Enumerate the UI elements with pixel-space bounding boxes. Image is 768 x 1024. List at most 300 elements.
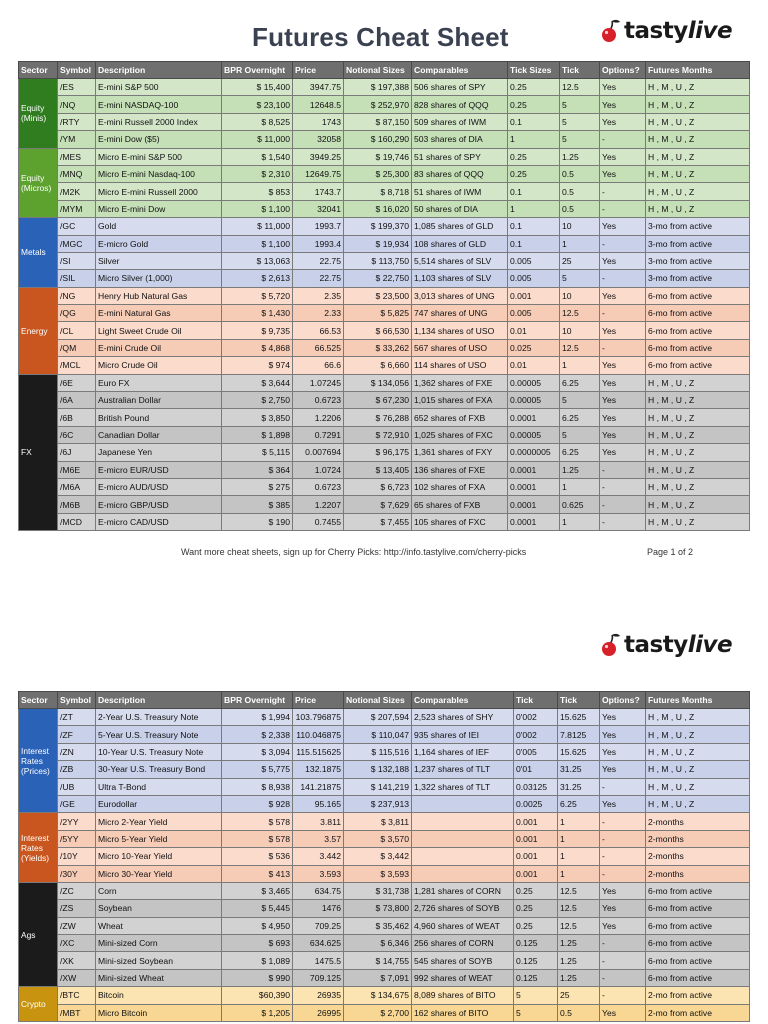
table-row [19,513,750,530]
description-cell: Micro Bitcoin [96,1004,222,1021]
page-number: Page 1 of 2 [647,547,694,557]
description-cell: Soybean [96,900,222,917]
tick-value-cell: 1 [558,813,600,830]
tick-value-cell: 1 [560,513,600,530]
column-header: Futures Months [646,692,750,709]
tick-size-cell: 0.0001 [508,496,560,513]
options-cell: Yes [600,287,646,304]
tick-value-cell: 1 [560,357,600,374]
comparables-cell: 1,281 shares of CORN [412,882,514,899]
description-cell: E-mini NASDAQ-100 [96,96,222,113]
options-cell: Yes [600,444,646,461]
price-cell: 2.33 [293,305,344,322]
comparables-cell: 5,514 shares of SLV [412,252,508,269]
price-cell: 3949.25 [293,148,344,165]
comparables-cell: 8,089 shares of BITO [412,987,514,1004]
column-header: Sector [19,692,58,709]
table-row [19,426,750,443]
months-cell: H , M , U , Z [646,795,750,812]
notional-cell: $ 31,738 [344,882,412,899]
options-cell: Yes [600,726,646,743]
table-row [19,96,750,113]
comparables-cell: 256 shares of CORN [412,935,514,952]
months-cell: 6-mo from active [646,322,750,339]
tastylive-logo [600,18,732,44]
notional-cell: $ 16,020 [344,200,412,217]
price-cell: 1743 [293,113,344,130]
tick-size-cell: 0.25 [508,148,560,165]
options-cell: Yes [600,882,646,899]
description-cell: Micro E-mini Dow [96,200,222,217]
tick-size-cell: 0.125 [514,935,558,952]
bpr-cell: $ 974 [222,357,293,374]
table-row [19,444,750,461]
months-cell: H , M , U , Z [646,726,750,743]
notional-cell: $ 13,405 [344,461,412,478]
tick-value-cell: 25 [560,252,600,269]
tick-value-cell: 0.5 [558,1004,600,1021]
options-cell: Yes [600,148,646,165]
price-cell: 634.75 [293,882,344,899]
comparables-cell: 545 shares of SOYB [412,952,514,969]
tick-value-cell: 12.5 [558,900,600,917]
months-cell: H , M , U , Z [646,478,750,495]
options-cell: Yes [600,409,646,426]
notional-cell: $ 3,811 [344,813,412,830]
comparables-cell: 50 shares of DIA [412,200,508,217]
description-cell: 5-Year U.S. Treasury Note [96,726,222,743]
price-cell: 1743.7 [293,183,344,200]
tick-size-cell: 0.0001 [508,461,560,478]
tastylive-logo [600,632,732,658]
tick-value-cell: 10 [560,218,600,235]
description-cell: Light Sweet Crude Oil [96,322,222,339]
price-cell: 3.593 [293,865,344,882]
table-row [19,900,750,917]
bpr-cell: $ 4,950 [222,917,293,934]
table-row [19,865,750,882]
description-cell: Euro FX [96,374,222,391]
description-cell: E-micro CAD/USD [96,513,222,530]
notional-cell: $ 110,047 [344,726,412,743]
symbol-cell: /6A [58,392,96,409]
description-cell: Micro Silver (1,000) [96,270,222,287]
price-cell: 1476 [293,900,344,917]
comparables-cell: 992 shares of WEAT [412,969,514,986]
table-row [19,200,750,217]
price-cell: 0.6723 [293,392,344,409]
tick-size-cell: 5 [514,987,558,1004]
sector-label: Interest Rates (Yields) [19,813,58,883]
futures-table-page1 [18,61,750,531]
options-cell: Yes [600,96,646,113]
tick-size-cell: 0.25 [514,917,558,934]
tick-value-cell: 0.5 [560,183,600,200]
price-cell: 0.7291 [293,426,344,443]
months-cell: H , M , U , Z [646,761,750,778]
symbol-cell: /M6E [58,461,96,478]
bpr-cell: $ 275 [222,478,293,495]
notional-cell: $ 19,934 [344,235,412,252]
tick-size-cell: 0.005 [508,270,560,287]
options-cell: - [600,496,646,513]
options-cell: - [600,131,646,148]
description-cell: Micro E-mini Russell 2000 [96,183,222,200]
price-cell: 26995 [293,1004,344,1021]
table-header-row [19,62,750,79]
months-cell: 6-mo from active [646,339,750,356]
notional-cell: $ 67,230 [344,392,412,409]
sector-label: Equity (Minis) [19,79,58,149]
comparables-cell [412,813,514,830]
tick-value-cell: 12.5 [560,339,600,356]
symbol-cell: /ZF [58,726,96,743]
cherry-icon [600,632,622,658]
bpr-cell: $ 1,898 [222,426,293,443]
table-row [19,813,750,830]
comparables-cell: 51 shares of SPY [412,148,508,165]
notional-cell: $ 14,755 [344,952,412,969]
column-header: Options? [600,62,646,79]
bpr-cell: $ 5,720 [222,287,293,304]
table-row [19,235,750,252]
notional-cell: $ 141,219 [344,778,412,795]
description-cell: Micro 5-Year Yield [96,830,222,847]
comparables-cell: 83 shares of QQQ [412,165,508,182]
notional-cell: $ 3,593 [344,865,412,882]
price-cell: 1.07245 [293,374,344,391]
notional-cell: $ 132,188 [344,761,412,778]
notional-cell: $ 25,300 [344,165,412,182]
months-cell: H , M , U , Z [646,461,750,478]
column-header: Tick Sizes [508,62,560,79]
price-cell: 3.57 [293,830,344,847]
bpr-cell: $ 5,775 [222,761,293,778]
symbol-cell: /CL [58,322,96,339]
notional-cell: $ 115,516 [344,743,412,760]
bpr-cell: $ 11,000 [222,218,293,235]
tick-value-cell: 0.625 [560,496,600,513]
column-header: Symbol [58,62,96,79]
description-cell: Bitcoin [96,987,222,1004]
comparables-cell: 506 shares of SPY [412,79,508,96]
table-row [19,131,750,148]
tick-size-cell: 0.00005 [508,374,560,391]
options-cell: Yes [600,165,646,182]
bpr-cell: $ 990 [222,969,293,986]
comparables-cell: 828 shares of QQQ [412,96,508,113]
bpr-cell: $ 2,338 [222,726,293,743]
description-cell: E-micro EUR/USD [96,461,222,478]
symbol-cell: /ZS [58,900,96,917]
symbol-cell: /6J [58,444,96,461]
notional-cell: $ 8,718 [344,183,412,200]
table-row [19,79,750,96]
table-row [19,726,750,743]
options-cell: - [600,235,646,252]
symbol-cell: /NG [58,287,96,304]
tick-value-cell: 5 [560,426,600,443]
table-row [19,165,750,182]
options-cell: - [600,513,646,530]
description-cell: Corn [96,882,222,899]
notional-cell: $ 2,700 [344,1004,412,1021]
months-cell: H , M , U , Z [646,778,750,795]
table-row [19,183,750,200]
table-row [19,305,750,322]
bpr-cell: $ 9,735 [222,322,293,339]
options-cell: - [600,183,646,200]
tick-value-cell: 5 [560,131,600,148]
tick-size-cell: 0.001 [514,848,558,865]
table-row [19,795,750,812]
tick-size-cell: 0.00005 [508,426,560,443]
months-cell: H , M , U , Z [646,743,750,760]
cherry-icon [600,18,622,44]
tick-size-cell: 0.005 [508,252,560,269]
months-cell: H , M , U , Z [646,183,750,200]
price-cell: 1.2207 [293,496,344,513]
price-cell: 0.6723 [293,478,344,495]
table-row [19,270,750,287]
description-cell: E-mini Dow ($5) [96,131,222,148]
comparables-cell: 1,362 shares of FXE [412,374,508,391]
symbol-cell: /MYM [58,200,96,217]
bpr-cell: $ 190 [222,513,293,530]
tick-value-cell: 5 [560,392,600,409]
months-cell: 2-months [646,865,750,882]
options-cell: Yes [600,426,646,443]
column-header: Description [96,692,222,709]
symbol-cell: /UB [58,778,96,795]
tick-size-cell: 0.25 [508,165,560,182]
tick-value-cell: 6.25 [560,374,600,391]
tick-value-cell: 6.25 [558,795,600,812]
bpr-cell: $ 11,000 [222,131,293,148]
logo-wordmark: tastylive [624,632,733,658]
months-cell: H , M , U , Z [646,79,750,96]
notional-cell: $ 22,750 [344,270,412,287]
table-row [19,357,750,374]
sector-label: Interest Rates (Prices) [19,709,58,813]
tick-size-cell: 0.125 [514,969,558,986]
column-header: Price [293,62,344,79]
comparables-cell: 136 shares of FXE [412,461,508,478]
months-cell: H , M , U , Z [646,709,750,726]
table-row [19,252,750,269]
description-cell: Silver [96,252,222,269]
tick-size-cell: 0.005 [508,305,560,322]
description-cell: E-micro GBP/USD [96,496,222,513]
bpr-cell: $ 13,063 [222,252,293,269]
comparables-cell: 102 shares of FXA [412,478,508,495]
months-cell: 2-mo from active [646,987,750,1004]
symbol-cell: /ZW [58,917,96,934]
months-cell: 6-mo from active [646,917,750,934]
symbol-cell: /30Y [58,865,96,882]
options-cell: - [600,478,646,495]
tick-size-cell: 5 [514,1004,558,1021]
table-row [19,830,750,847]
tick-size-cell: 0'01 [514,761,558,778]
options-cell: Yes [600,322,646,339]
months-cell: 3-mo from active [646,252,750,269]
symbol-cell: /XC [58,935,96,952]
column-header: Options? [600,692,646,709]
column-header: Tick [560,62,600,79]
price-cell: 0.7455 [293,513,344,530]
tick-value-cell: 1 [558,830,600,847]
table-row [19,761,750,778]
description-cell: Micro E-mini Nasdaq-100 [96,165,222,182]
column-header: Sector [19,62,58,79]
months-cell: 6-mo from active [646,900,750,917]
symbol-cell: /ZN [58,743,96,760]
symbol-cell: /M6A [58,478,96,495]
tick-value-cell: 31.25 [558,761,600,778]
price-cell: 66.525 [293,339,344,356]
notional-cell: $ 7,091 [344,969,412,986]
tick-value-cell: 5 [560,113,600,130]
options-cell: - [600,952,646,969]
months-cell: 3-mo from active [646,270,750,287]
bpr-cell: $ 1,540 [222,148,293,165]
comparables-cell: 567 shares of USO [412,339,508,356]
comparables-cell: 2,523 shares of SHY [412,709,514,726]
bpr-cell: $ 693 [222,935,293,952]
tick-value-cell: 1 [560,235,600,252]
tick-size-cell: 0.125 [514,952,558,969]
price-cell: 3.811 [293,813,344,830]
tick-value-cell: 0.5 [560,165,600,182]
column-header: Comparables [412,692,514,709]
price-cell: 0.007694 [293,444,344,461]
symbol-cell: /QM [58,339,96,356]
comparables-cell: 1,322 shares of TLT [412,778,514,795]
options-cell: Yes [600,795,646,812]
comparables-cell [412,830,514,847]
tick-size-cell: 0.001 [514,830,558,847]
options-cell: Yes [600,917,646,934]
tick-value-cell: 12.5 [558,917,600,934]
months-cell: 6-mo from active [646,882,750,899]
months-cell: 6-mo from active [646,969,750,986]
description-cell: Japanese Yen [96,444,222,461]
months-cell: 6-mo from active [646,357,750,374]
months-cell: H , M , U , Z [646,131,750,148]
price-cell: 3.442 [293,848,344,865]
bpr-cell: $60,390 [222,987,293,1004]
tick-value-cell: 1.25 [558,952,600,969]
description-cell: Micro Crude Oil [96,357,222,374]
bpr-cell: $ 1,205 [222,1004,293,1021]
months-cell: H , M , U , Z [646,409,750,426]
tick-value-cell: 0.5 [560,200,600,217]
notional-cell: $ 134,675 [344,987,412,1004]
tick-value-cell: 6.25 [560,409,600,426]
table-row [19,374,750,391]
bpr-cell: $ 8,525 [222,113,293,130]
description-cell: Mini-sized Corn [96,935,222,952]
price-cell: 1.2206 [293,409,344,426]
description-cell: E-micro Gold [96,235,222,252]
price-cell: 66.6 [293,357,344,374]
comparables-cell: 935 shares of IEI [412,726,514,743]
price-cell: 1993.4 [293,235,344,252]
options-cell: - [600,865,646,882]
table-row [19,848,750,865]
bpr-cell: $ 3,465 [222,882,293,899]
price-cell: 1475.5 [293,952,344,969]
column-header: Tick [558,692,600,709]
comparables-cell [412,865,514,882]
symbol-cell: /MNQ [58,165,96,182]
symbol-cell: /10Y [58,848,96,865]
months-cell: H , M , U , Z [646,392,750,409]
table-row [19,917,750,934]
price-cell: 32058 [293,131,344,148]
tick-value-cell: 1 [560,478,600,495]
comparables-cell: 2,726 shares of SOYB [412,900,514,917]
bpr-cell: $ 5,445 [222,900,293,917]
options-cell: - [600,830,646,847]
description-cell: Mini-sized Wheat [96,969,222,986]
notional-cell: $ 19,746 [344,148,412,165]
table-row [19,148,750,165]
bpr-cell: $ 15,400 [222,79,293,96]
symbol-cell: /BTC [58,987,96,1004]
options-cell: Yes [600,1004,646,1021]
months-cell: H , M , U , Z [646,113,750,130]
tick-size-cell: 0.25 [508,79,560,96]
bpr-cell: $ 5,115 [222,444,293,461]
options-cell: - [600,813,646,830]
comparables-cell: 105 shares of FXC [412,513,508,530]
notional-cell: $ 7,629 [344,496,412,513]
notional-cell: $ 252,970 [344,96,412,113]
months-cell: H , M , U , Z [646,200,750,217]
bpr-cell: $ 23,100 [222,96,293,113]
symbol-cell: /QG [58,305,96,322]
tick-value-cell: 1 [558,848,600,865]
comparables-cell: 1,085 shares of GLD [412,218,508,235]
table-row [19,778,750,795]
options-cell: - [600,305,646,322]
price-cell: 3947.75 [293,79,344,96]
futures-table-page2 [18,691,750,1022]
page-title: Futures Cheat Sheet [252,22,509,52]
symbol-cell: /M2K [58,183,96,200]
tick-value-cell: 15.625 [558,709,600,726]
table-row [19,1004,750,1021]
comparables-cell: 114 shares of USO [412,357,508,374]
bpr-cell: $ 364 [222,461,293,478]
price-cell: 12648.5 [293,96,344,113]
price-cell: 1993.7 [293,218,344,235]
table-row [19,882,750,899]
symbol-cell: /M6B [58,496,96,513]
column-header: BPR Overnight [222,62,293,79]
tick-value-cell: 5 [560,96,600,113]
tick-size-cell: 0.01 [508,322,560,339]
notional-cell: $ 3,570 [344,830,412,847]
options-cell: - [600,848,646,865]
price-cell: 32041 [293,200,344,217]
tick-value-cell: 6.25 [560,444,600,461]
tick-size-cell: 0.1 [508,235,560,252]
comparables-cell: 1,237 shares of TLT [412,761,514,778]
price-cell: 12649.75 [293,165,344,182]
